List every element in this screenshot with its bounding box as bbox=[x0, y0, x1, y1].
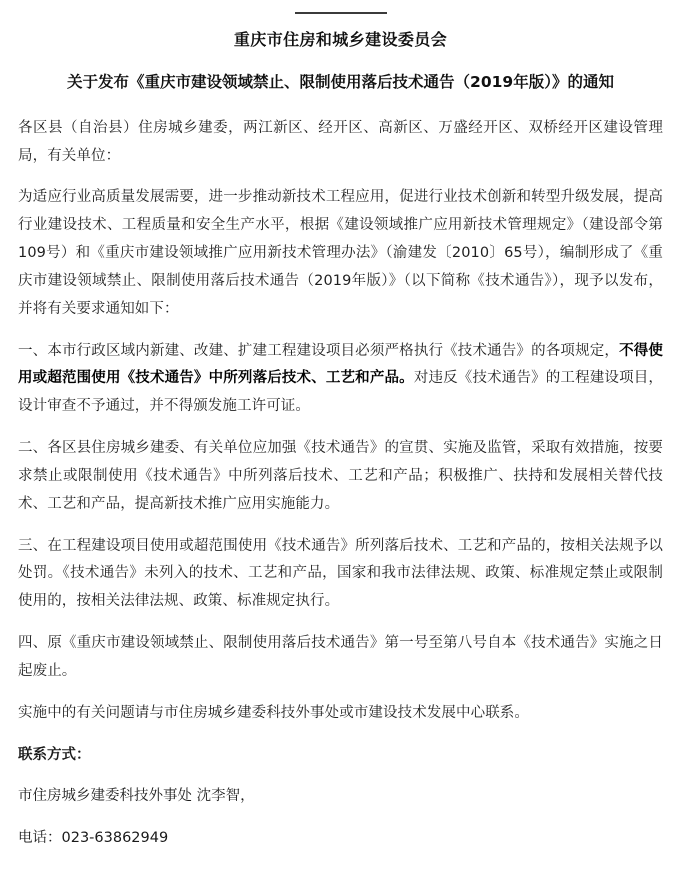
header-divider-wrap bbox=[18, 0, 663, 28]
contact-label: 联系方式： bbox=[18, 746, 91, 763]
paragraph-background: 为适应行业高质量发展需要，进一步推动新技术工程应用，促进行业技术创新和转型升级发展，提高行业建设技术、工程质量和安全生产水平，根据《建设领域推广应用新技术管理规定》（建设部令第109号）和《重庆市建设领域推广应用新技术管理办法》（渝建发〔2010〕65号），编制形成了《重庆市建设领域禁止、限制使用落后技术通告（2019年版）》（以下简称《技术通告》），现予以发布，并将有关要求通知如下： bbox=[18, 189, 663, 317]
contact-person: 市住房城乡建委科技外事处 沈李智， bbox=[18, 788, 255, 805]
document-organization: 重庆市住房和城乡建设委员会 bbox=[233, 30, 448, 49]
item-one-lead: 一、本市行政区域内新建、改建、扩建工程建设项目必须严格执行《技术通告》的各项规 bbox=[18, 342, 590, 359]
paragraph-item-three: 三、在工程建设项目使用或超范围使用《技术通告》所列落后技术、工艺和产品的，按相关法规予以处罚。《技术通告》未列入的技术、工艺和产品，国家和我市法律法规、政策、标准规定禁止或限制使用的，按相关法律法规、政策、标准规定执行。 bbox=[18, 537, 663, 610]
header-divider bbox=[295, 12, 387, 14]
document-title: 关于发布《重庆市建设领域禁止、限制使用落后技术通告（2019年版）》的通知 bbox=[67, 73, 614, 91]
paragraph-item-two: 二、各区县住房城乡建委、有关单位应加强《技术通告》的宣贯、实施及监管，采取有效措施，按要求禁止或限制使用《技术通告》中所列落后技术、工艺和产品；积极推广、扶持和发展相关替代技术、工艺和产品，提高新技术推广应用实施能力。 bbox=[18, 440, 663, 512]
paragraph-implementation-note: 实施中的有关问题请与市住房城乡建委科技外事处或市建设技术发展中心联系。 bbox=[18, 704, 529, 721]
paragraph-item-one bbox=[18, 338, 663, 421]
item-one-emphasis-prefix: 定， bbox=[589, 342, 620, 359]
contact-phone: 电话：023-63862949 bbox=[18, 829, 169, 846]
paragraph-item-four: 四、原《重庆市建设领域禁止、限制使用落后技术通告》第一号至第八号自本《技术通告》实施之日起废止。 bbox=[18, 635, 663, 679]
item-one-emphasis: 不得使用或超范围使用《技术通告》中所列落后技术、工艺和产品。 bbox=[18, 342, 663, 387]
item-one-tail: 对违反《技术通告》的工程建设项目，设计审查不予通过，并不得颁发施工许可证。 bbox=[18, 370, 663, 415]
recipients-paragraph: 各区县（自治县）住房城乡建委，两江新区、经开区、高新区、万盛经开区、双桥经开区建设管理局，有关单位： bbox=[18, 119, 663, 164]
